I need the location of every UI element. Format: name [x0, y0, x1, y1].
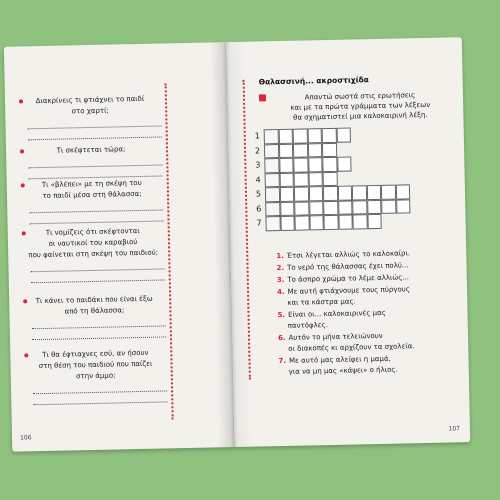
grid-cell[interactable]	[308, 186, 323, 201]
clue-item	[278, 352, 458, 378]
grid-cell[interactable]	[278, 129, 293, 144]
grid-cell[interactable]	[395, 184, 410, 199]
question-text: Τι θα έφτιαχνες εσύ, αν ήσουν	[42, 348, 149, 360]
answer-line[interactable]	[31, 269, 165, 283]
instruction-text: και με τα πρώτα γράμματα των λέξεων	[290, 100, 431, 112]
question-text: Τι σκέφτεται τώρα;	[56, 145, 126, 155]
grid-cell[interactable]	[294, 172, 309, 187]
question-item	[21, 177, 164, 224]
bullet-dot-icon	[21, 183, 25, 187]
grid-cell[interactable]	[396, 199, 411, 214]
grid-cell[interactable]	[352, 185, 367, 200]
left-page	[4, 42, 234, 452]
clue-number: 5.	[277, 310, 286, 320]
dotted-divider	[243, 80, 251, 380]
clue-text: Έτσι λέγεται αλλιώς το καλοκαίρι.	[286, 249, 411, 260]
grid-cell[interactable]	[309, 201, 324, 216]
row-number: 7	[256, 218, 262, 228]
open-book	[0, 37, 472, 452]
clue-text: οι διακοπές κι αρχίζουν τα σχολεία.	[288, 342, 415, 353]
question-text: από τη θάλασσα;	[64, 306, 125, 316]
question-text: Τι «βλέπει» με τη σκέψη του	[41, 178, 142, 190]
question-text: Διακρίνεις τι φτιάχνει το παιδί	[35, 94, 145, 106]
grid-cell[interactable]	[294, 186, 309, 201]
acrostic-first-letter-cell[interactable]	[264, 144, 279, 159]
grid-cell[interactable]	[381, 199, 396, 214]
acrostic-first-letter-cell[interactable]	[264, 129, 279, 144]
row-number: 3	[255, 160, 261, 170]
grid-cell[interactable]	[323, 215, 338, 230]
grid-cell[interactable]	[367, 214, 382, 229]
clue-text: Με αυτό μας αλείφει η μαμά,	[288, 354, 391, 365]
row-number: 6	[256, 203, 262, 214]
question-text: Τι κάνει το παιδάκι που είναι έξω	[35, 294, 153, 306]
question-item	[24, 347, 167, 405]
answer-line[interactable]	[32, 326, 166, 340]
clue-number: 3.	[276, 275, 285, 285]
grid-cell[interactable]	[308, 172, 323, 187]
question-text: το παιδί μέσα στη θάλασσα;	[42, 189, 142, 201]
grid-cell[interactable]	[307, 128, 322, 143]
grid-cell[interactable]	[309, 215, 324, 230]
question-text: που φαίνεται στη σκέψη του παιδιού;	[28, 248, 159, 260]
grid-cell[interactable]	[352, 214, 367, 229]
grid-cell[interactable]	[279, 172, 294, 187]
grid-cell[interactable]	[279, 187, 294, 202]
clue-text: και τα κάστρα μας.	[287, 297, 356, 307]
grid-cell[interactable]	[278, 143, 293, 158]
clue-item	[277, 283, 457, 309]
instruction-text: θα σχηματιστεί μια καλοκαιρινή λέξη.	[293, 110, 428, 122]
clue-text: παντόφλες.	[287, 321, 328, 330]
question-text: οι ναυτικοί του καραβιού	[48, 238, 138, 248]
grid-cell[interactable]	[337, 186, 352, 201]
pencil-icon	[259, 94, 266, 101]
grid-cell[interactable]	[322, 128, 337, 143]
grid-cell[interactable]	[323, 171, 338, 186]
page-number-right: 107	[448, 425, 461, 433]
clue-number: 1.	[276, 251, 284, 261]
grid-cell[interactable]	[338, 215, 353, 230]
clue-number: 7.	[278, 356, 287, 366]
page-title: Θαλασσινή... ακροστιχίδα	[258, 75, 369, 87]
clue-text: Το νερό της θάλασσας έχει πολύ...	[287, 261, 409, 272]
grid-cell[interactable]	[322, 142, 337, 157]
row-number: 1	[254, 131, 260, 141]
question-item	[22, 225, 165, 283]
question-item	[23, 293, 166, 340]
grid-cell[interactable]	[279, 158, 294, 173]
clue-text: Το άσπρο χρώμα το λέμε αλλιώς...	[287, 273, 410, 284]
clue-number: 2.	[276, 263, 285, 273]
grid-cell[interactable]	[280, 201, 295, 216]
grid-cell[interactable]	[308, 157, 323, 172]
acrostic-first-letter-cell[interactable]	[265, 173, 280, 188]
question-text: στο χαρτί;	[71, 106, 109, 116]
grid-cell[interactable]	[381, 185, 396, 200]
grid-cell[interactable]	[352, 200, 367, 215]
clue-text: Με αυτή φτιάχνουμε τους πύργους	[287, 285, 410, 296]
question-text: στην άμμο;	[75, 371, 116, 381]
instructions	[267, 89, 454, 123]
grid-cell[interactable]	[367, 199, 382, 214]
acrostic-first-letter-cell[interactable]	[265, 216, 280, 231]
bullet-dot-icon	[19, 99, 23, 103]
grid-cell[interactable]	[294, 201, 309, 216]
question-item	[20, 143, 163, 179]
row-number: 4	[255, 174, 261, 185]
answer-line[interactable]	[28, 126, 162, 140]
grid-cell[interactable]	[323, 186, 338, 201]
grid-cell[interactable]	[293, 157, 308, 172]
page-number-left: 106	[19, 434, 32, 442]
grid-cell[interactable]	[322, 157, 337, 172]
grid-cell[interactable]	[280, 216, 295, 231]
acrostic-first-letter-cell[interactable]	[265, 187, 280, 202]
clue-text: για να μη μας «κάψει» ο ήλιος.	[288, 365, 398, 376]
clue-number: 4.	[276, 287, 285, 297]
grid-cell[interactable]	[294, 215, 309, 230]
clue-item	[278, 329, 458, 355]
answer-line[interactable]	[29, 210, 163, 224]
question-text: στη θέση του παιδιού που παίζει	[38, 359, 153, 371]
acrostic-first-letter-cell[interactable]	[265, 202, 280, 217]
grid-cell[interactable]	[336, 128, 351, 143]
clue-item	[277, 306, 457, 332]
grid-cell[interactable]	[293, 143, 308, 158]
clue-number: 6.	[277, 333, 286, 343]
question-item	[19, 93, 162, 140]
grid-cell[interactable]	[338, 200, 353, 215]
grid-cell[interactable]	[366, 185, 381, 200]
right-page	[226, 37, 470, 447]
grid-cell[interactable]	[293, 128, 308, 143]
grid-cell[interactable]	[323, 200, 338, 215]
clue-text: Αυτόν το μήνα τελειώνουν	[288, 331, 383, 342]
grid-cell[interactable]	[307, 143, 322, 158]
grid-cell[interactable]	[337, 157, 352, 172]
answer-line[interactable]	[33, 391, 167, 405]
bullet-dot-icon	[24, 353, 28, 357]
instruction-text: Απαντώ σωστά στις ερωτήσεις	[304, 91, 416, 102]
row-number: 2	[254, 145, 261, 156]
acrostic-first-letter-cell[interactable]	[264, 158, 279, 173]
question-text: Τι νομίζεις ότι σκέφτονται	[45, 226, 140, 237]
bullet-dot-icon	[22, 231, 26, 235]
clue-text: Είναι οι... καλοκαιρινές μας	[287, 308, 386, 319]
row-number: 5	[255, 189, 262, 199]
